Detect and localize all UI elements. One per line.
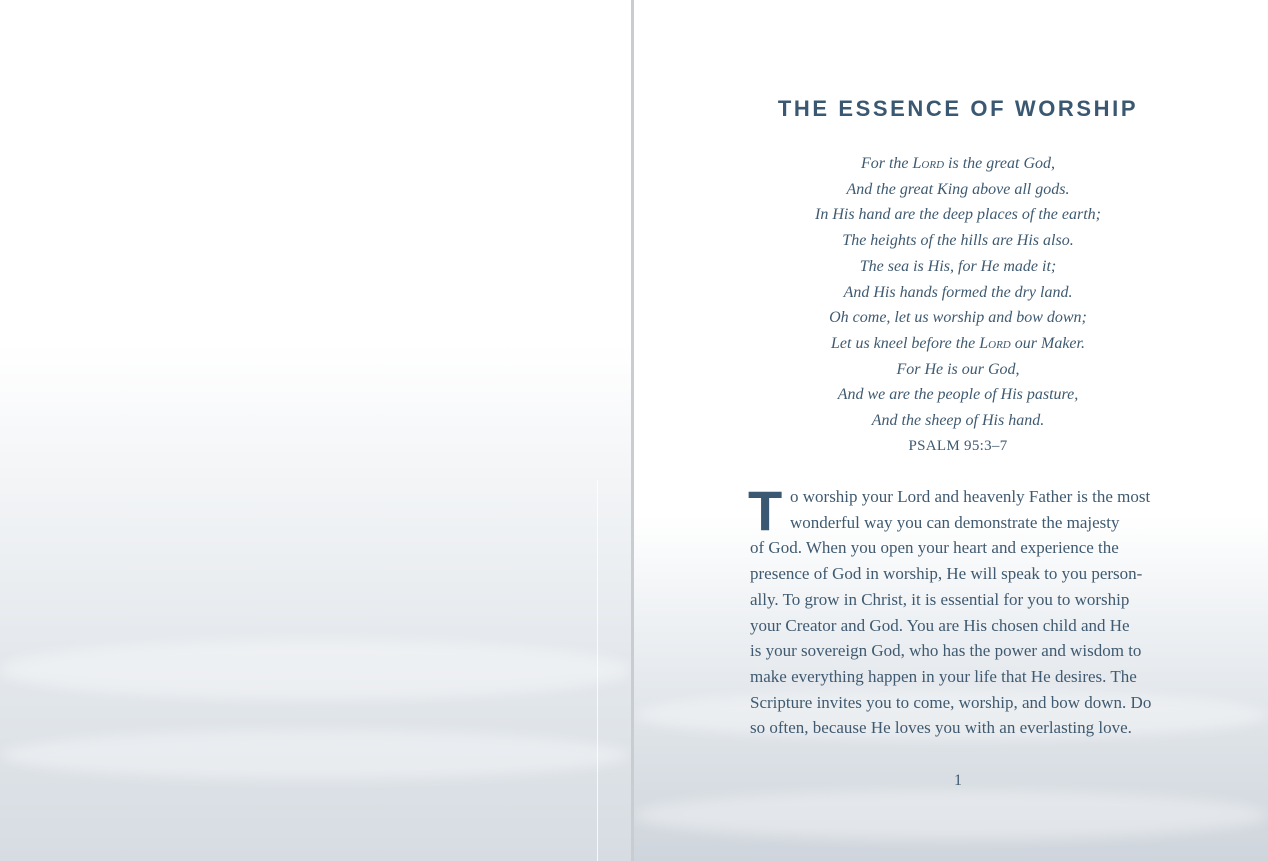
paragraph-line: ally. To grow in Christ, it is essential for you to worship: [750, 589, 1130, 609]
verse-line: And His hands formed the dry land.: [843, 283, 1073, 301]
verse-line: Let us kneel before the Lord our Maker.: [831, 334, 1085, 352]
verse-line: In His hand are the deep places of the earth;: [814, 206, 1101, 224]
verse-line: For the Lord is the great God,: [860, 155, 1055, 172]
watercolor-wash: [0, 640, 631, 700]
watercolor-wash: [0, 730, 631, 780]
paragraph-line: your Creator and God. You are His chosen child and He: [750, 615, 1130, 635]
verse-line: Oh come, let us worship and bow down;: [829, 309, 1087, 327]
right-page: [634, 0, 1268, 861]
watercolor-wash: [634, 790, 1268, 840]
paragraph-line: o worship your Lord and heavenly Father is the most: [790, 487, 1151, 506]
drop-cap: T: [748, 479, 783, 542]
paragraph-line: so often, because He loves you with an everlasting love.: [750, 718, 1132, 738]
verse-line: And the sheep of His hand.: [871, 412, 1045, 430]
scripture-verse: [634, 151, 1268, 459]
left-page: [0, 0, 631, 861]
verse-line: The heights of the hills are His also.: [842, 232, 1074, 250]
paragraph-line: of God. When you open your heart and experience the: [750, 538, 1119, 558]
paragraph-line: make everything happen in your life that He desires. The: [750, 666, 1137, 686]
paragraph-line: Scripture invites you to come, worship, and bow down. Do: [750, 692, 1152, 712]
verse-line: The sea is His, for He made it;: [859, 257, 1057, 275]
page-number: 1: [954, 772, 962, 789]
lord-small-caps: Lord: [912, 155, 945, 172]
paragraph-line: is your sovereign God, who has the power and wisdom to: [750, 641, 1142, 661]
lord-small-caps: Lord: [979, 334, 1011, 352]
chapter-title: THE ESSENCE OF WORSHIP: [777, 96, 1139, 121]
body-paragraph: [748, 479, 1166, 741]
paragraph-line: wonderful way you can demonstrate the majesty: [790, 512, 1120, 532]
verse-line: And we are the people of His pasture,: [837, 386, 1079, 404]
verse-line: For He is our God,: [896, 360, 1020, 378]
paragraph-line: presence of God in worship, He will speak to you person-: [750, 564, 1143, 584]
page-edge-line: [597, 480, 598, 861]
verse-line: And the great King above all gods.: [846, 180, 1070, 198]
verse-reference: PSALM 95:3–7: [908, 437, 1008, 454]
